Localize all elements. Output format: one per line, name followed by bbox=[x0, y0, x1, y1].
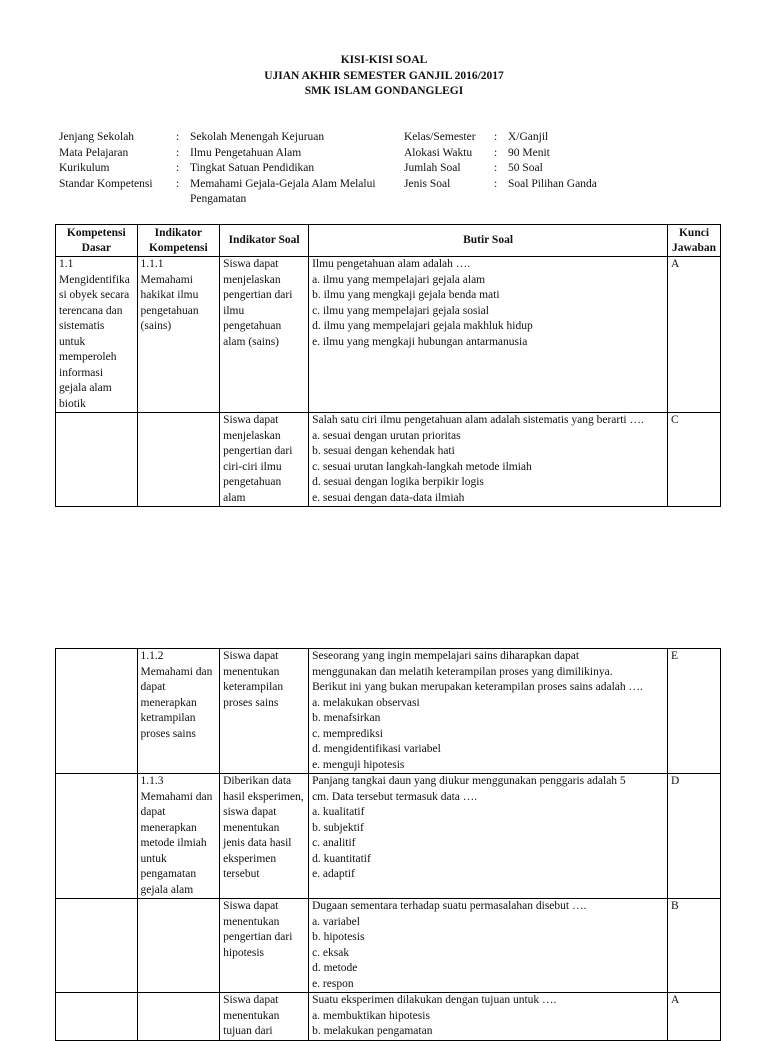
butir-line: c. ilmu yang mempelajari gejala sosial bbox=[312, 304, 489, 317]
indikator-kompetensi-cell bbox=[137, 899, 220, 993]
cell-line: menentukan bbox=[223, 915, 280, 928]
table-row bbox=[56, 899, 721, 993]
cell-line: menentukan bbox=[223, 665, 280, 678]
butir-line: a. ilmu yang mempelajari gejala alam bbox=[312, 273, 486, 286]
butir-line: d. ilmu yang mempelajari gejala makhluk hidup bbox=[312, 320, 533, 332]
indikator-soal-cell bbox=[220, 649, 309, 774]
cell-line: menerapkan bbox=[140, 821, 197, 834]
cell-line: 1.1.3 bbox=[140, 775, 164, 787]
butir-line: e. adaptif bbox=[312, 868, 355, 880]
info-row bbox=[59, 177, 719, 208]
cell-line: ilmu bbox=[223, 304, 245, 317]
indikator-kompetensi-cell bbox=[137, 649, 220, 774]
exam-title: UJIAN AKHIR SEMESTER GANJIL 2016/2017 bbox=[264, 69, 504, 82]
header-kunci-jawaban: Kunci Jawaban bbox=[668, 225, 721, 257]
cell-line: dapat bbox=[140, 681, 166, 693]
kompetensi-dasar-cell bbox=[56, 993, 138, 1041]
table-row bbox=[56, 257, 721, 413]
butir-line: Panjang tangkai daun yang diukur menggunakan penggaris adalah 5 bbox=[312, 775, 626, 787]
butir-line: a. kualitatif bbox=[312, 806, 365, 818]
cell-line: menentukan bbox=[223, 821, 280, 834]
butir-line: b. melakukan pengamatan bbox=[312, 1025, 433, 1037]
butir-soal-cell bbox=[309, 899, 668, 993]
butir-line: c. eksak bbox=[312, 946, 350, 959]
kompetensi-dasar-cell bbox=[56, 774, 138, 899]
cell-line: menerapkan bbox=[140, 696, 197, 709]
cell-line: Siswa dapat bbox=[223, 994, 279, 1006]
butir-line: Seseorang yang ingin mempelajari sains diharapkan dapat bbox=[312, 650, 580, 662]
info-separator: : bbox=[176, 131, 180, 143]
header-indikator-kompetensi: Indikator Kompetensi bbox=[137, 225, 220, 257]
school-name: SMK ISLAM GONDANGLEGI bbox=[304, 85, 464, 97]
cell-line: Memahami bbox=[140, 273, 193, 286]
butir-line: b. subjektif bbox=[312, 821, 364, 834]
kisi-table-page1 bbox=[55, 224, 721, 507]
indikator-soal-cell bbox=[220, 257, 309, 413]
cell-line: Siswa dapat bbox=[223, 414, 279, 426]
cell-line: siswa dapat bbox=[223, 806, 277, 818]
butir-line: a. sesuai dengan urutan prioritas bbox=[312, 429, 461, 442]
cell-line: Siswa dapat bbox=[223, 258, 279, 270]
butir-line: b. ilmu yang mengkaji gejala benda mati bbox=[312, 289, 500, 301]
info-label: Alokasi Waktu bbox=[404, 146, 473, 159]
kompetensi-dasar-cell bbox=[56, 899, 138, 993]
butir-line: Dugaan sementara terhadap suatu permasalahan disebut …. bbox=[312, 900, 587, 912]
indikator-kompetensi-cell bbox=[137, 257, 220, 413]
info-value: Memahami Gejala-Gejala Alam Melalui Pengamatan bbox=[190, 177, 376, 205]
cell-line: ketrampilan bbox=[140, 712, 196, 724]
info-separator: : bbox=[494, 146, 498, 159]
cell-line: metode ilmiah bbox=[140, 837, 207, 849]
butir-line: menggunakan dan melatih keterampilan proses yang dimilikinya. bbox=[312, 665, 613, 678]
cell-line: memperoleh bbox=[59, 351, 117, 363]
info-label: Kelas/Semester bbox=[404, 131, 476, 143]
kompetensi-dasar-cell bbox=[56, 257, 138, 413]
cell-line: Mengidentifika bbox=[59, 273, 130, 286]
cell-line: (sains) bbox=[140, 320, 172, 332]
cell-line: si obyek secara bbox=[59, 289, 130, 301]
butir-line: d. metode bbox=[312, 962, 358, 974]
cell-line: pengertian dari bbox=[223, 445, 293, 457]
butir-line: cm. Data tersebut termasuk data …. bbox=[312, 790, 478, 803]
butir-line: a. melakukan observasi bbox=[312, 696, 420, 709]
cell-line: pengetahuan bbox=[223, 320, 282, 332]
cell-line: hasil eksperimen, bbox=[223, 790, 304, 803]
info-label: Standar Kompetensi bbox=[59, 177, 153, 190]
cell-line: Memahami dan bbox=[140, 790, 213, 803]
indikator-kompetensi-cell bbox=[137, 774, 220, 899]
info-value: Sekolah Menengah Kejuruan bbox=[190, 131, 325, 143]
indikator-soal-cell bbox=[220, 774, 309, 899]
cell-line: pengertian dari bbox=[223, 931, 293, 943]
butir-line: c. sesuai urutan langkah-langkah metode ilmiah bbox=[312, 460, 532, 473]
butir-line: b. menafsirkan bbox=[312, 712, 381, 724]
butir-line: Salah satu ciri ilmu pengetahuan alam adalah sistematis yang berarti …. bbox=[312, 414, 644, 426]
cell-line: menjelaskan bbox=[223, 429, 281, 442]
cell-line: proses sains bbox=[223, 696, 279, 709]
kunci-jawaban-cell: A bbox=[668, 257, 721, 413]
butir-line: e. sesuai dengan data-data ilmiah bbox=[312, 491, 465, 504]
indikator-soal-cell bbox=[220, 413, 309, 507]
butir-line: b. sesuai dengan kehendak hati bbox=[312, 445, 455, 457]
kunci-jawaban-cell: B bbox=[668, 899, 721, 993]
cell-line: sistematis bbox=[59, 320, 105, 332]
kisi-table-page2 bbox=[55, 648, 721, 1041]
info-value: 50 Soal bbox=[508, 162, 543, 174]
info-row bbox=[59, 161, 719, 177]
cell-line: untuk bbox=[140, 852, 167, 865]
cell-line: Siswa dapat bbox=[223, 900, 279, 912]
kompetensi-dasar-cell bbox=[56, 649, 138, 774]
cell-line: dapat bbox=[140, 806, 166, 818]
cell-line: Siswa dapat bbox=[223, 650, 279, 662]
cell-line: pengamatan bbox=[140, 868, 197, 880]
kompetensi-dasar-cell bbox=[56, 413, 138, 507]
butir-line: e. menguji hipotesis bbox=[312, 758, 405, 771]
kunci-jawaban-cell: C bbox=[668, 413, 721, 507]
cell-line: jenis data hasil bbox=[223, 837, 292, 849]
cell-line: 1.1.1 bbox=[140, 258, 164, 270]
cell-line: proses sains bbox=[140, 727, 196, 740]
cell-line: gejala alam bbox=[140, 883, 194, 896]
cell-line: menentukan bbox=[223, 1009, 280, 1022]
header-kompetensi-dasar: Kompetensi Dasar bbox=[56, 225, 138, 257]
header-butir-soal: Butir Soal bbox=[309, 225, 668, 257]
butir-line: d. kuantitatif bbox=[312, 852, 371, 865]
butir-line: c. memprediksi bbox=[312, 727, 383, 740]
cell-line: hipotesis bbox=[223, 946, 265, 959]
info-label: Mata Pelajaran bbox=[59, 146, 129, 159]
kunci-jawaban-cell: A bbox=[668, 993, 721, 1041]
butir-soal-cell bbox=[309, 413, 668, 507]
table-row bbox=[56, 993, 721, 1041]
table-row bbox=[56, 649, 721, 774]
cell-line: untuk bbox=[59, 335, 86, 348]
info-label: Jumlah Soal bbox=[404, 162, 461, 174]
document-header bbox=[0, 53, 768, 100]
info-separator: : bbox=[176, 177, 180, 190]
info-value: X/Ganjil bbox=[508, 131, 549, 143]
info-separator: : bbox=[176, 146, 180, 159]
cell-line: tujuan dari bbox=[223, 1025, 273, 1037]
indikator-kompetensi-cell bbox=[137, 993, 220, 1041]
cell-line: gejala alam bbox=[59, 382, 112, 394]
info-value: Ilmu Pengetahuan Alam bbox=[190, 146, 302, 159]
cell-line: tersebut bbox=[223, 868, 260, 880]
cell-line: menjelaskan bbox=[223, 273, 281, 286]
cell-line: 1.1.2 bbox=[140, 650, 164, 662]
kunci-jawaban-cell: E bbox=[668, 649, 721, 774]
indikator-soal-cell bbox=[220, 899, 309, 993]
info-value: 90 Menit bbox=[508, 146, 550, 159]
butir-soal-cell bbox=[309, 993, 668, 1041]
cell-line: keterampilan bbox=[223, 681, 284, 693]
info-value: Soal Pilihan Ganda bbox=[508, 177, 597, 190]
butir-line: b. hipotesis bbox=[312, 931, 365, 943]
info-separator: : bbox=[176, 162, 180, 174]
butir-line: e. ilmu yang mengkaji hubungan antarmanusia bbox=[312, 335, 528, 348]
butir-line: Ilmu pengetahuan alam adalah …. bbox=[312, 258, 471, 270]
cell-line: pengetahuan bbox=[140, 304, 199, 317]
doc-title: KISI-KISI SOAL bbox=[340, 54, 428, 66]
cell-line: pengertian dari bbox=[223, 289, 293, 301]
cell-line: eksperimen bbox=[223, 852, 277, 865]
butir-line: a. variabel bbox=[312, 915, 360, 928]
cell-line: Diberikan data bbox=[223, 775, 292, 787]
butir-line: a. membuktikan hipotesis bbox=[312, 1009, 430, 1022]
indikator-kompetensi-cell bbox=[137, 413, 220, 507]
table-row bbox=[56, 774, 721, 899]
cell-line: informasi bbox=[59, 366, 104, 379]
butir-line: d. sesuai dengan logika berpikir logis bbox=[312, 476, 484, 488]
indikator-soal-cell bbox=[220, 993, 309, 1041]
info-separator: : bbox=[494, 162, 498, 174]
info-label: Jenjang Sekolah bbox=[59, 131, 135, 143]
cell-line: hakikat ilmu bbox=[140, 289, 199, 301]
butir-line: Berikut ini yang bukan merupakan keterampilan proses sains adalah …. bbox=[312, 681, 643, 693]
cell-line: biotik bbox=[59, 397, 86, 410]
cell-line: 1.1 bbox=[59, 258, 74, 270]
info-block bbox=[59, 130, 719, 208]
butir-soal-cell bbox=[309, 774, 668, 899]
header-indikator-soal: Indikator Soal bbox=[220, 225, 309, 257]
info-value: Tingkat Satuan Pendidikan bbox=[190, 162, 315, 174]
butir-line: Suatu eksperimen dilakukan dengan tujuan untuk …. bbox=[312, 994, 557, 1006]
info-label: Jenis Soal bbox=[404, 177, 451, 190]
butir-line: d. mengidentifikasi variabel bbox=[312, 743, 441, 755]
butir-soal-cell bbox=[309, 257, 668, 413]
info-separator: : bbox=[494, 177, 498, 190]
cell-line: ciri-ciri ilmu bbox=[223, 460, 282, 473]
cell-line: alam (sains) bbox=[223, 335, 280, 348]
cell-line: pengetahuan bbox=[223, 476, 282, 488]
kunci-jawaban-cell: D bbox=[668, 774, 721, 899]
info-separator: : bbox=[494, 131, 498, 143]
cell-line: Memahami dan bbox=[140, 665, 213, 678]
info-row bbox=[59, 130, 719, 146]
cell-line: alam bbox=[223, 491, 246, 504]
butir-soal-cell bbox=[309, 649, 668, 774]
butir-line: e. respon bbox=[312, 977, 354, 990]
butir-line: c. analitif bbox=[312, 837, 356, 849]
info-label: Kurikulum bbox=[59, 162, 110, 174]
table-row bbox=[56, 413, 721, 507]
cell-line: terencana dan bbox=[59, 304, 123, 317]
info-row bbox=[59, 146, 719, 162]
